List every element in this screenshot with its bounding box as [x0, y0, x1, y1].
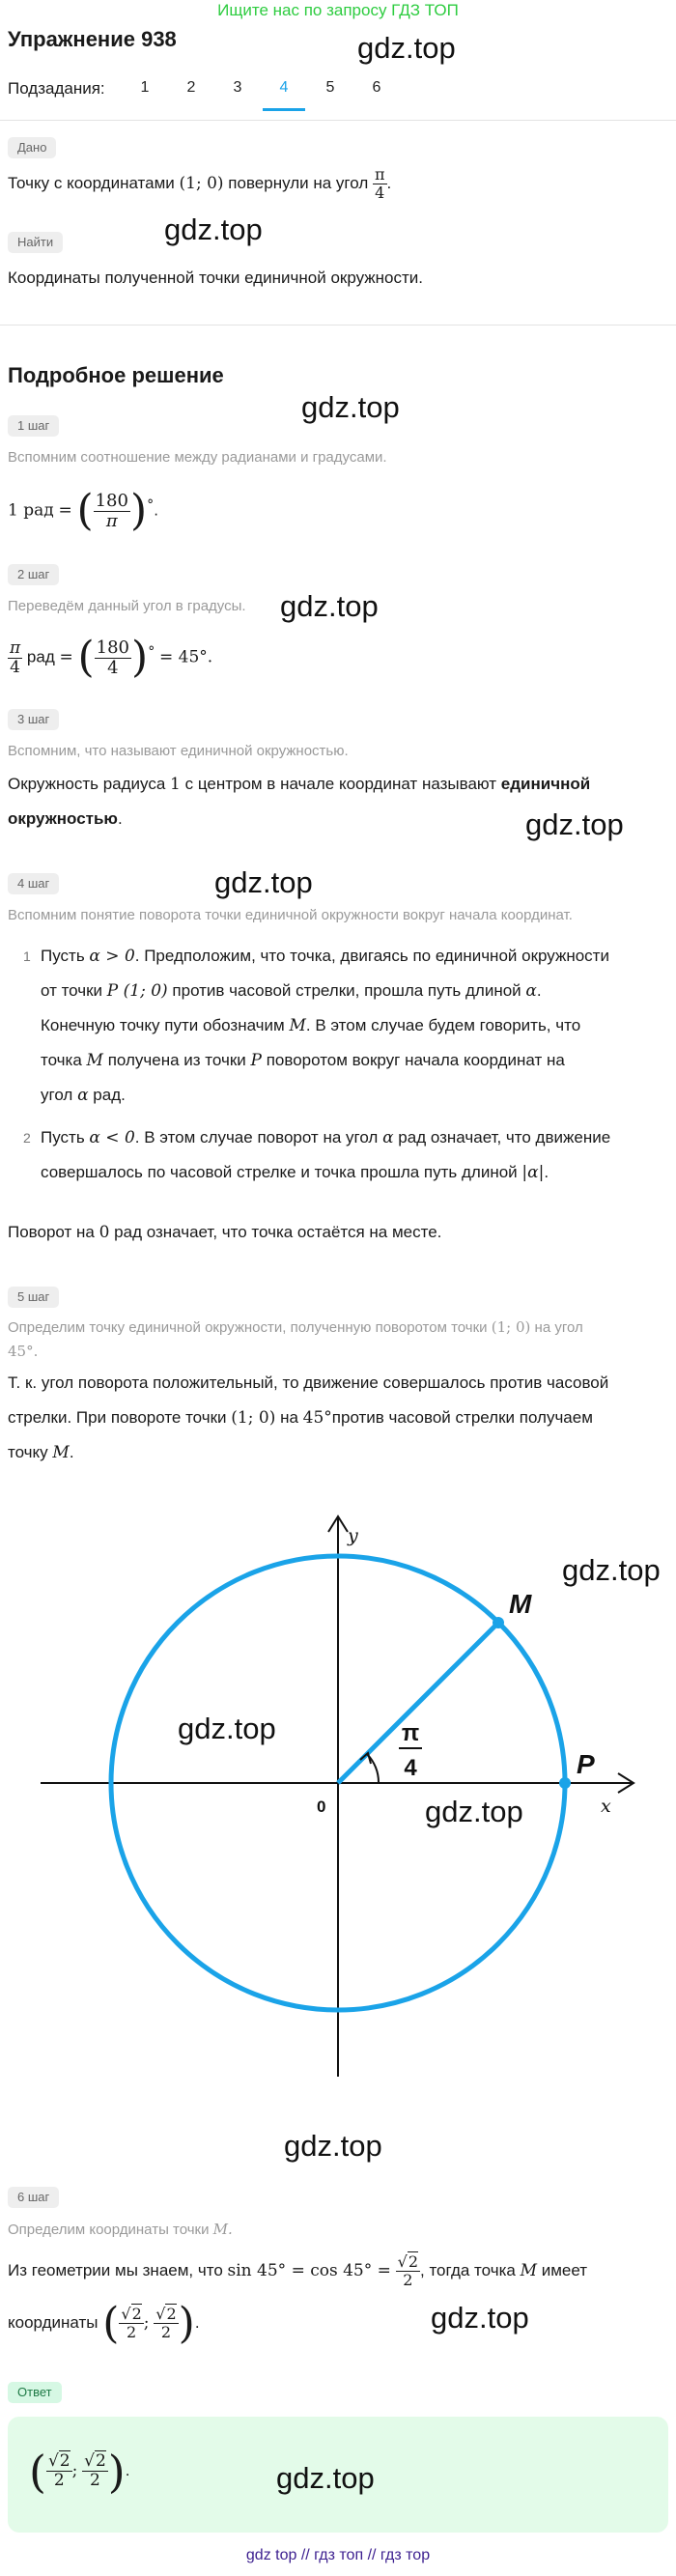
origin-label: 0: [317, 1798, 326, 1816]
m-label: M: [509, 1589, 532, 1619]
watermark: gdz.top: [178, 1712, 276, 1745]
step-4-badge: 4 шаг: [8, 873, 59, 894]
watermark: gdz.top: [357, 31, 456, 65]
footer-separator: //: [300, 2547, 310, 2563]
step-1-formula: 1 рад = ( $\frac{180}{\pi}$ )°.: [8, 486, 158, 536]
watermark: gdz.top: [164, 212, 263, 246]
footer-separator: //: [367, 2547, 377, 2563]
given-text: Точку с координатами (1; 0) повернули на угол $\frac{\pi}{4}$ .: [8, 165, 392, 203]
watermark: gdz.top: [562, 1553, 661, 1587]
find-text: Координаты полученной точки единичной окружности.: [8, 269, 424, 287]
solution-title: Подробное решение: [8, 363, 224, 387]
active-tab-indicator: [263, 108, 305, 111]
tab-subtask-5[interactable]: 5: [325, 79, 335, 96]
point-m: [493, 1617, 504, 1628]
step-1-hint: Вспомним соотношение между радианами и градусами.: [8, 449, 387, 466]
step-5-hint: Определим точку единичной окружности, полученную поворотом точки (1; 0) на угол 45°.: [8, 1318, 583, 1360]
point-p: [559, 1777, 571, 1789]
tab-subtask-2[interactable]: 2: [186, 79, 196, 96]
step-3-badge: 3 шаг: [8, 709, 59, 730]
list-item-number: 2: [23, 1130, 31, 1146]
watermark: gdz.top: [425, 1795, 523, 1828]
step-5-badge: 5 шаг: [8, 1287, 59, 1308]
list-item: Пусть α < 0. В этом случае поворот на угол α рад означает, что движение совершалось по часовой стрелке и точка прошла путь длиной |α|.: [41, 1128, 611, 1182]
step-6-badge: 6 шаг: [8, 2187, 59, 2208]
list-item-number: 1: [23, 948, 31, 964]
step-6-hint: Определим координаты точки M.: [8, 2221, 233, 2238]
step-1-badge: 1 шаг: [8, 415, 59, 437]
watermark: gdz.top: [301, 390, 400, 424]
find-badge: Найти: [8, 232, 63, 253]
step-2-hint: Переведём данный угол в градусы.: [8, 598, 246, 614]
watermark: gdz.top: [280, 589, 379, 623]
step-4-hint: Вспомним понятие поворота точки единичной окружности вокруг начала координат.: [8, 907, 573, 923]
footer-link[interactable]: гдз топ: [314, 2547, 364, 2563]
page-title: Упражнение 938: [8, 27, 177, 51]
promo-banner[interactable]: Ищите нас по запросу ГДЗ ТОП: [217, 1, 459, 19]
tab-subtask-4[interactable]: 4: [279, 79, 289, 96]
watermark: gdz.top: [214, 865, 313, 899]
watermark: gdz.top: [276, 2461, 375, 2495]
p-label: P: [577, 1749, 595, 1779]
list-item: Пусть α > 0. Предположим, что точка, двигаясь по единичной окружности от точки P (1; 0) против часовой стрелки, прошла путь длиной α. Конечную точку пути обозначим M. В этом случае будем говорить, что точка M получена из точки P поворотом вокруг начала координат на угол α рад.: [41, 947, 609, 1105]
divider: [0, 120, 676, 121]
angle-label-num: π: [401, 1720, 420, 1746]
watermark: gdz.top: [431, 2301, 529, 2335]
zero-rotation-text: Поворот на 0 рад означает, что точка остаётся на месте.: [8, 1223, 442, 1242]
answer-badge: Ответ: [8, 2382, 62, 2403]
watermark: gdz.top: [284, 2129, 382, 2163]
answer-formula: ( $\frac{√2}{2}$ ; $\frac{√2}{2}$ ).: [29, 2445, 130, 2498]
given-badge: Дано: [8, 137, 56, 158]
footer-link[interactable]: гдз тор: [380, 2547, 431, 2563]
step-6-text: Из геометрии мы знаем, что sin 45° = cos 45° = $\frac{√2}{2}$ , тогда точка M имеет координаты ( $\frac{√2}{2}$ ; $\frac{√2}{2}$ ).: [8, 2252, 588, 2348]
step-2-formula: $\frac{\pi}{4}$ рад = ( $\frac{180}{4}$ )° = 45°.: [10, 633, 213, 683]
footer-links: [0, 2547, 676, 2564]
tab-subtask-3[interactable]: 3: [233, 79, 242, 96]
step-2-badge: 2 шаг: [8, 564, 59, 585]
y-label: y: [348, 1525, 358, 1546]
angle-label-den: 4: [404, 1755, 417, 1781]
footer-link[interactable]: gdz top: [245, 2547, 297, 2563]
step-3-hint: Вспомним, что называют единичной окружностью.: [8, 743, 349, 759]
step-3-text: Окружность радиуса 1 с центром в начале координат называют единичной окружностью.: [8, 775, 591, 828]
step-5-text: Т. к. угол поворота положительный, то движение совершалось против часовой стрелки. При повороте точки (1; 0) на 45°против часовой стрелки получаем точку M.: [8, 1373, 609, 1462]
tab-subtask-1[interactable]: 1: [140, 79, 150, 96]
subtasks-label: Подзадания:: [8, 79, 105, 98]
x-label: x: [601, 1796, 611, 1817]
watermark: gdz.top: [525, 807, 624, 841]
divider: [0, 325, 676, 326]
tab-subtask-6[interactable]: 6: [372, 79, 381, 96]
